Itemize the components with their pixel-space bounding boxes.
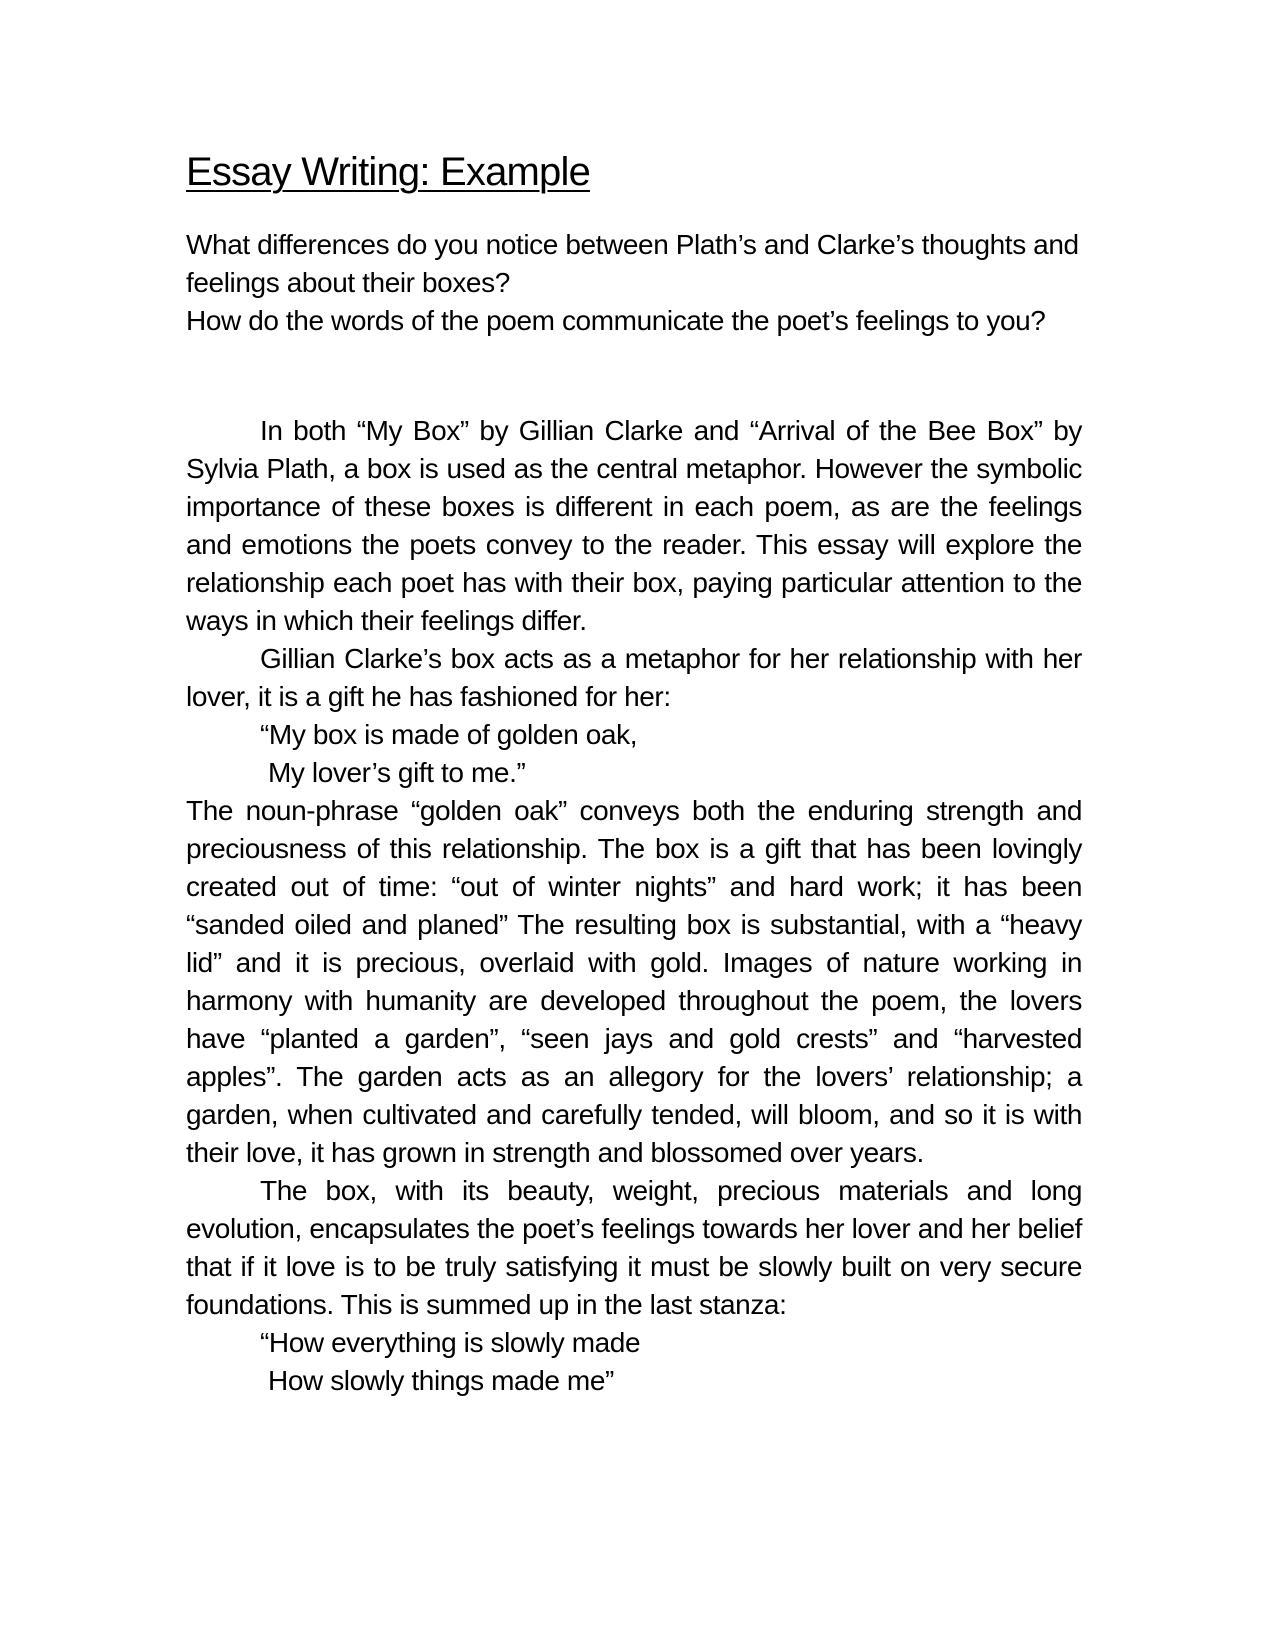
question-1: What differences do you notice between Plath’s and Clarke’s thoughts and feelings about their boxes? xyxy=(186,229,1079,298)
page-title: Essay Writing: Example xyxy=(186,150,591,194)
quote-2-line-2: How slowly things made me” xyxy=(268,1365,614,1396)
essay-body xyxy=(186,412,1082,1400)
quote-1-line-2: My lover’s gift to me.” xyxy=(268,757,526,788)
summary-paragraph: The box, with its beauty, weight, precious materials and long evolution, encapsulates the poet’s feelings towards her lover and her belief that if it love is to be truly satisfying it must be slowly built on very secure foundations. This is summed up in the last stanza: xyxy=(186,1175,1082,1320)
quote-1-line-1: “My box is made of golden oak, xyxy=(260,719,638,750)
essay-questions xyxy=(186,226,1082,340)
clarke-gift-paragraph: Gillian Clarke’s box acts as a metaphor for her relationship with her lover, it is a gift he has fashioned for her: xyxy=(186,643,1082,712)
quote-2-line-1: “How everything is slowly made xyxy=(260,1327,641,1358)
analysis-paragraph: The noun-phrase “golden oak” conveys both the enduring strength and preciousness of this relationship. The box is a gift that has been lovingly created out of time: “out of winter nights” and hard work; it has been “sanded oiled and planed” The resulting box is substantial, with a “heavy lid” and it is precious, overlaid with gold. Images of nature working in harmony with humanity are developed throughout the poem, the lovers have “planted a garden”, “seen jays and gold crests” and “harvested apples”. The garden acts as an allegory for the lovers’ relationship; a garden, when cultivated and carefully tended, will bloom, and so it is with their love, it has grown in strength and blossomed over years. xyxy=(186,795,1082,1168)
intro-paragraph: In both “My Box” by Gillian Clarke and “Arrival of the Bee Box” by Sylvia Plath, a box is used as the central metaphor. However the symbolic importance of these boxes is different in each poem, as are the feelings and emotions the poets convey to the reader. This essay will explore the relationship each poet has with their box, paying particular attention to the ways in which their feelings differ. xyxy=(186,415,1082,636)
question-2: How do the words of the poem communicate the poet’s feelings to you? xyxy=(186,305,1046,336)
document-content xyxy=(186,148,1082,1400)
